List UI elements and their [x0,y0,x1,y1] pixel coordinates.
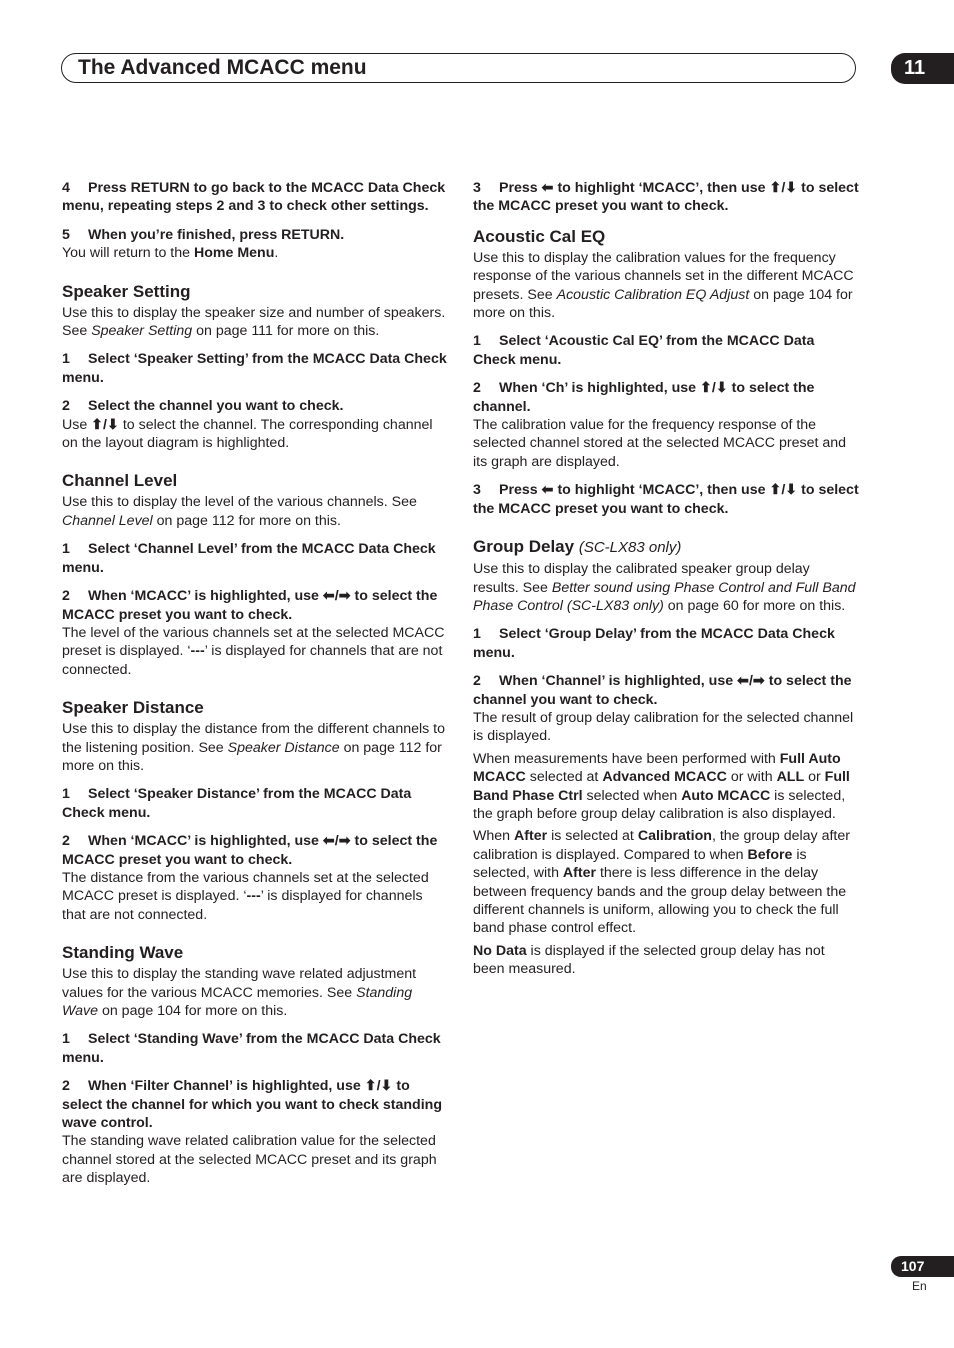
channel-level-step-2-body: The level of the various channels set at the selected MCACC preset is displayed. ‘---’ is displayed for channels that are not connected. [62,624,445,678]
speaker-distance-step-1: 1 Select ‘Speaker Distance’ from the MCACC Data Check menu. [62,786,412,821]
channel-level-step-1: 1 Select ‘Channel Level’ from the MCACC Data Check menu. [62,541,436,576]
speaker-setting-step-2-body: Use ⬆/⬇ to select the channel. The corresponding channel on the layout diagram is highlighted. [62,416,433,452]
group-delay-para-3: No Data is displayed if the selected group delay has not been measured. [473,942,825,978]
heading-speaker-distance: Speaker Distance [62,698,204,718]
up-down-arrow-icon: ⬆/⬇ [364,1078,393,1095]
standing-wave-step-2: 2 When ‘Filter Channel’ is highlighted, use ⬆/⬇ to select the channel for which you want to check standing wave control. [62,1078,442,1132]
group-delay-step-1: 1 Select ‘Group Delay’ from the MCACC Data Check menu. [473,626,835,661]
acoustic-desc: Use this to display the calibration values for the frequency response of the various channels set in the different MCACC presets. See Acoustic Calibration EQ Adjust on page 104 for more on this. [473,249,854,322]
standing-wave-desc: Use this to display the standing wave related adjustment values for the various MCACC memories. See Standing Wave on page 104 for more on this. [62,966,417,1019]
left-arrow-icon: ⬅ [541,180,554,196]
group-delay-para-1: When measurements have been performed with Full Auto MCACC selected at Advanced MCACC or with ALL or Full Band Phase Ctrl selected when Auto MCACC is selected, the graph before group delay calibration is also displayed. [473,750,850,822]
page-number: 107 [891,1256,954,1277]
up-down-arrow-icon: ⬆/⬇ [769,180,798,196]
speaker-distance-desc: Use this to display the distance from the different channels to the listening position. See Speaker Distance on page 112 for more on this. [62,721,446,774]
left-arrow-icon: ⬅ [541,482,554,499]
standing-wave-step-1: 1 Select ‘Standing Wave’ from the MCACC Data Check menu. [62,1031,441,1066]
heading-group-delay: Group Delay (SC-LX83 only) [473,537,682,557]
channel-level-step-2: 2 When ‘MCACC’ is highlighted, use ⬅/➡ to select the MCACC preset you want to check. [62,588,438,623]
speaker-distance-step-2-body: The distance from the various channels set at the selected MCACC preset is displayed. ‘---’ is displayed for channels that are not connected. [62,869,429,923]
left-right-arrow-icon: ⬅/➡ [322,588,351,605]
group-delay-desc: Use this to display the calibrated speaker group delay results. See Better sound using Phase Control and Full Band Phase Control (SC-LX83 only) on page 60 for more on this. [473,561,856,614]
up-down-arrow-icon: ⬆/⬇ [769,482,798,499]
group-delay-step-2-body: The result of group delay calibration for the selected channel is displayed. [473,709,854,745]
heading-speaker-setting: Speaker Setting [62,281,191,301]
heading-standing-wave: Standing Wave [62,943,184,963]
left-right-arrow-icon: ⬅/➡ [737,673,765,690]
step-3: 3 Press ⬅ to highlight ‘MCACC’, then use ⬆/⬇ to select the MCACC preset you want to check. [473,180,859,215]
step-5-body: You will return to the Home Menu. [62,245,279,262]
language-code: En [912,1279,927,1293]
acoustic-step-3: 3 Press ⬅ to highlight ‘MCACC’, then use ⬆/⬇ to select the MCACC preset you want to check. [473,482,859,517]
speaker-setting-step-2: 2 Select the channel you want to check. [62,398,344,415]
speaker-setting-step-1: 1 Select ‘Speaker Setting’ from the MCACC Data Check menu. [62,351,447,386]
speaker-distance-step-2: 2 When ‘MCACC’ is highlighted, use ⬅/➡ to select the MCACC preset you want to check. [62,833,438,868]
left-column [62,179,448,1198]
right-column [473,179,859,989]
step-4: 4 Press RETURN to go back to the MCACC Data Check menu, repeating steps 2 and 3 to check other settings. [62,180,446,215]
up-down-arrow-icon: ⬆/⬇ [91,416,119,433]
heading-acoustic-cal-eq: Acoustic Cal EQ [473,226,606,246]
group-delay-step-2: 2 When ‘Channel’ is highlighted, use ⬅/➡ to select the channel you want to check. [473,673,852,708]
acoustic-step-1: 1 Select ‘Acoustic Cal EQ’ from the MCACC Data Check menu. [473,333,815,368]
group-delay-para-2: When After is selected at Calibration, the group delay after calibration is displayed. Compared to when Before is selected, with After there is less difference in the delay between frequency bands and the group delay between the different channels is uniform, allowing you to check the full band phase control effect. [473,828,850,937]
step-5: 5 When you’re finished, press RETURN. [62,226,345,243]
chapter-number: 11 [891,53,954,84]
acoustic-step-2: 2 When ‘Ch’ is highlighted, use ⬆/⬇ to select the channel. [473,380,815,415]
channel-level-desc: Use this to display the level of the various channels. See Channel Level on page 112 for more on this. [62,494,417,529]
left-right-arrow-icon: ⬅/➡ [322,833,351,850]
up-down-arrow-icon: ⬆/⬇ [700,380,728,397]
heading-channel-level: Channel Level [62,471,178,491]
page-title: The Advanced MCACC menu [78,56,367,79]
speaker-setting-desc: Use this to display the speaker size and number of speakers. See Speaker Setting on page 111 for more on this. [62,304,446,340]
acoustic-step-2-body: The calibration value for the frequency response of the selected channel stored at the selected MCACC preset and its graph are displayed. [473,417,847,470]
standing-wave-step-2-body: The standing wave related calibration value for the selected channel stored at the selected MCACC preset and its graph are displayed. [62,1133,437,1187]
